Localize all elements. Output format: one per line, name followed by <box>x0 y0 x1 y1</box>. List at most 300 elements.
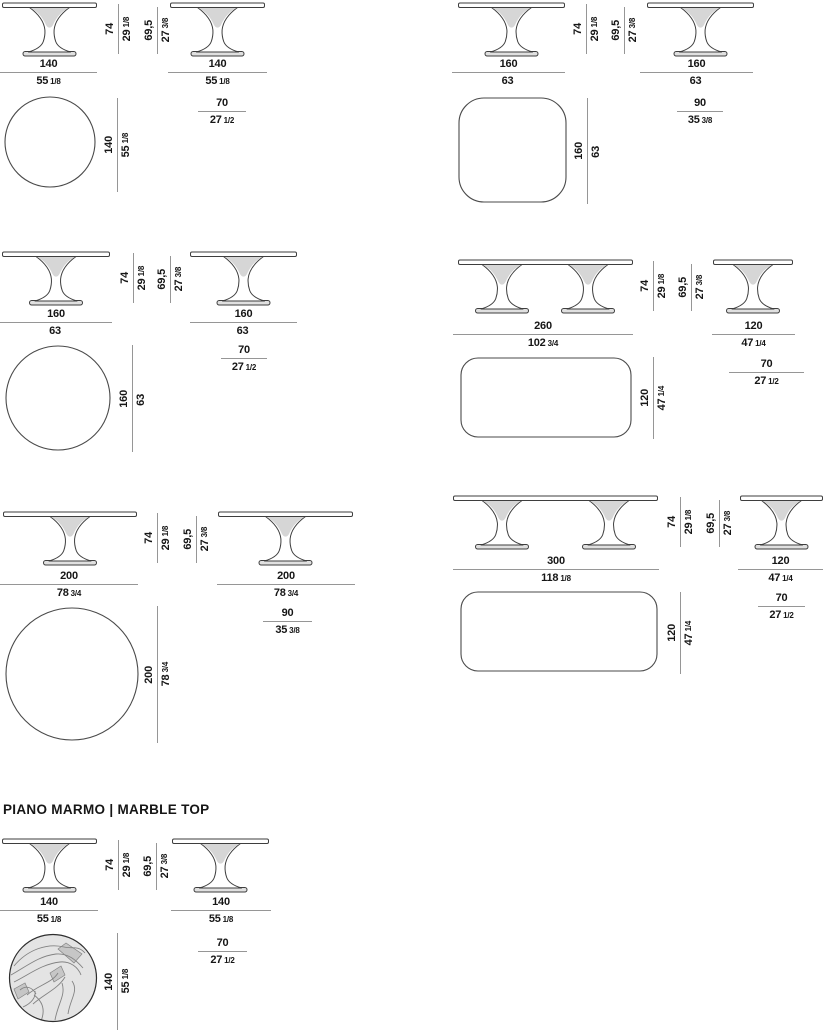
dim-rule <box>0 322 112 323</box>
dim-in-whole: 27 <box>199 539 211 552</box>
dim-in <box>589 17 601 41</box>
dim-in <box>232 361 256 373</box>
pedestal <box>191 8 244 57</box>
table-top-square <box>459 98 566 202</box>
dim-in-frac: 1/8 <box>222 915 234 924</box>
table-top <box>3 252 110 257</box>
table-top <box>648 3 754 8</box>
dim-in-frac: 1/4 <box>755 339 766 348</box>
dim-in-frac: 3/8 <box>174 267 183 278</box>
dim-in-frac: 3/4 <box>161 662 170 673</box>
dim-cm-value: 69,5 <box>142 856 154 877</box>
side-view-table <box>3 511 137 567</box>
side-view-table <box>170 2 265 58</box>
dim-line <box>624 7 625 54</box>
dim-in-whole: 63 <box>590 146 602 158</box>
dim-cm: 120 <box>771 555 790 567</box>
dim-cm-value: 74 <box>104 23 116 35</box>
dim-rule <box>198 951 247 952</box>
pedestal <box>674 8 727 57</box>
dim-rule <box>677 111 723 112</box>
dim-in-whole: 27 <box>694 287 706 300</box>
width-dim <box>171 896 271 926</box>
base-dim <box>263 607 312 637</box>
dim-cm <box>142 856 154 877</box>
dim-in-whole: 47 <box>741 337 754 349</box>
side-view-table <box>647 2 754 58</box>
dim-line <box>118 4 119 54</box>
dim-in <box>210 114 234 126</box>
pedestal <box>23 844 76 893</box>
dim-cm: 70 <box>238 344 250 356</box>
dim-cm <box>103 136 115 154</box>
pedestal <box>30 257 83 306</box>
side-view-table <box>218 511 353 567</box>
dim-cm-value: 160 <box>118 389 130 408</box>
dim-in <box>754 375 778 387</box>
dim-in-whole: 27 <box>173 279 185 292</box>
dim-cm-value: 140 <box>103 972 115 991</box>
dim-cm-value: 74 <box>143 532 155 544</box>
dim-rule <box>738 569 823 570</box>
top-view-marble-circle <box>8 933 98 1023</box>
dim-in-whole: 63 <box>135 393 147 406</box>
side-view-double-pedestal-table <box>453 495 658 551</box>
dim-cm-value: 120 <box>639 389 651 407</box>
top-view-circle <box>4 96 96 188</box>
dim-cm-value: 74 <box>572 23 584 35</box>
dim-in-whole: 102 <box>527 337 546 349</box>
dim-in-whole: 55 <box>208 913 221 925</box>
table-top-circle <box>6 608 138 740</box>
dim-cm <box>104 23 116 35</box>
dim-rule <box>640 72 753 73</box>
dim-cm: 70 <box>760 358 773 370</box>
height-dim-underside <box>142 843 171 890</box>
dim-cm: 160 <box>687 58 706 70</box>
dim-in-whole: 55 <box>36 913 49 925</box>
table-top <box>171 3 265 8</box>
dim-in-frac: 1/8 <box>50 77 61 86</box>
dim-cm-value: 200 <box>143 665 155 684</box>
dim-in-frac: 1/2 <box>783 611 794 620</box>
width-dim <box>0 570 138 600</box>
dim-line <box>680 497 681 547</box>
dim-cm-value: 69,5 <box>610 20 622 41</box>
table-top-rect <box>461 358 631 437</box>
dim-in-frac: 1/2 <box>224 956 235 965</box>
dim-in <box>694 275 706 299</box>
depth-dim <box>666 592 695 674</box>
dim-in <box>741 337 765 349</box>
dim-in-frac: 1/2 <box>245 363 257 372</box>
base-dim <box>198 937 247 967</box>
dim-in <box>136 266 148 290</box>
dim-rule <box>0 72 97 73</box>
side-view-table <box>190 251 297 307</box>
dim-cm-value: 69,5 <box>705 513 717 534</box>
pedestal <box>194 844 247 893</box>
dim-cm <box>666 516 678 528</box>
dim-in <box>160 662 172 686</box>
dim-in-whole: 47 <box>768 572 781 584</box>
dim-in-whole: 27 <box>160 30 172 43</box>
width-dim <box>738 555 823 585</box>
dim-in-whole: 27 <box>159 866 171 879</box>
dim-in-frac: 3/8 <box>160 854 169 865</box>
table-top <box>459 3 565 8</box>
marble-top-heading: PIANO MARMO | MARBLE TOP <box>3 802 210 817</box>
table-top <box>3 839 97 844</box>
dim-in <box>159 854 171 878</box>
dim-cm: 300 <box>547 555 565 567</box>
dim-cm-value: 69,5 <box>182 529 194 550</box>
dim-line <box>196 516 197 563</box>
pedestal <box>727 265 780 314</box>
dim-line <box>653 261 654 311</box>
height-dim-underside <box>705 500 734 547</box>
dim-cm: 70 <box>216 937 229 949</box>
dim-cm <box>610 20 622 41</box>
dim-in <box>36 75 60 87</box>
dim-in <box>656 386 668 410</box>
dim-in-whole: 29 <box>121 865 133 878</box>
dim-in <box>541 572 571 584</box>
table-top <box>173 839 269 844</box>
height-dim-total <box>119 253 148 303</box>
dim-in-frac: 1/4 <box>657 385 666 397</box>
width-dim <box>217 570 355 600</box>
dim-rule <box>198 111 246 112</box>
table-top-circle <box>5 97 95 187</box>
dim-cm: 70 <box>775 592 788 604</box>
dim-rule <box>263 621 312 622</box>
height-dim-underside <box>677 264 706 311</box>
dim-in-whole: 63 <box>501 75 514 87</box>
side-length-dim <box>573 98 602 204</box>
dim-in-whole: 27 <box>769 609 782 621</box>
base-dim <box>198 97 246 127</box>
dim-in <box>121 17 133 41</box>
dim-rule <box>0 910 98 911</box>
dim-rule <box>729 372 804 373</box>
dim-line <box>118 840 119 890</box>
table-top-circle <box>6 346 110 450</box>
pedestal <box>217 257 270 306</box>
dim-in <box>120 133 132 157</box>
dim-in-whole: 29 <box>121 29 133 42</box>
dim-rule <box>0 584 138 585</box>
dim-in-frac: 1/8 <box>121 969 130 980</box>
top-view-rectangle <box>460 591 658 672</box>
height-dim-total <box>572 4 601 54</box>
dim-in-whole: 27 <box>231 361 244 373</box>
height-dim-total <box>666 497 695 547</box>
dim-in-frac: 1/2 <box>223 116 235 125</box>
dim-cm <box>573 142 585 160</box>
width-dim <box>452 58 565 88</box>
dim-cm: 160 <box>234 308 253 320</box>
pedestal <box>44 517 97 566</box>
dim-cm: 90 <box>694 97 706 109</box>
width-dim <box>453 320 633 350</box>
diameter-dim <box>103 933 132 1030</box>
height-dim-underside <box>143 7 172 54</box>
dim-rule <box>758 606 805 607</box>
dim-cm-value: 120 <box>666 624 678 642</box>
dim-cm-value: 140 <box>103 136 115 154</box>
dim-cm <box>156 269 168 290</box>
pedestal <box>476 501 529 550</box>
dim-line <box>117 98 118 192</box>
diameter-dim <box>118 345 147 452</box>
dim-in-whole: 29 <box>589 29 601 42</box>
dim-cm <box>104 859 116 871</box>
dim-in <box>683 621 695 645</box>
dim-in-whole: 55 <box>120 145 132 158</box>
dim-in <box>173 267 185 291</box>
dim-cm <box>572 23 584 35</box>
dim-in-frac: 3/4 <box>547 339 559 348</box>
dim-cm: 90 <box>281 607 294 619</box>
dim-in-whole: 55 <box>120 981 132 994</box>
diameter-dim <box>143 606 172 743</box>
dim-line <box>691 264 692 311</box>
dim-cm: 200 <box>277 570 295 582</box>
top-view-rectangle <box>460 357 632 438</box>
dim-in <box>722 511 734 535</box>
dim-cm <box>639 280 651 292</box>
dim-in-whole: 29 <box>656 286 668 299</box>
dim-line <box>157 7 158 54</box>
dim-cm <box>103 973 115 991</box>
dim-rule <box>221 358 267 359</box>
height-dim-total <box>104 840 133 890</box>
side-view-table <box>458 2 565 58</box>
dim-cm <box>118 390 130 408</box>
dim-line <box>653 357 654 439</box>
dim-in <box>205 75 229 87</box>
dim-in <box>121 853 133 877</box>
dim-in-whole: 55 <box>205 75 218 87</box>
dim-in-frac: 1/8 <box>122 16 131 28</box>
dim-cm-value: 74 <box>119 272 131 284</box>
dim-line <box>586 4 587 54</box>
diameter-dim <box>103 98 132 192</box>
dim-line <box>133 253 134 303</box>
dim-cm-value: 74 <box>666 516 678 528</box>
dim-in-whole: 47 <box>656 398 668 411</box>
dim-in-frac: 3/4 <box>287 589 299 598</box>
pedestal <box>259 517 312 566</box>
dim-in-whole: 27 <box>722 523 734 536</box>
dim-line <box>157 606 158 743</box>
dim-in-whole: 27 <box>754 375 767 387</box>
height-dim-total <box>639 261 668 311</box>
dim-cm <box>666 624 678 642</box>
table-top <box>714 260 793 265</box>
side-view-table <box>2 838 97 894</box>
dim-cm <box>677 277 689 298</box>
dim-in-frac: 3/8 <box>289 626 300 635</box>
dim-rule <box>453 334 633 335</box>
base-dim <box>677 97 723 127</box>
table-top <box>3 3 97 8</box>
top-view-circle <box>5 345 111 451</box>
dim-in <box>627 18 639 42</box>
dim-in-whole: 29 <box>160 538 172 551</box>
table-top <box>741 496 823 501</box>
height-dim-underside <box>182 516 211 563</box>
table-top <box>191 252 297 257</box>
top-view-square <box>458 97 567 203</box>
dim-in-whole: 78 <box>56 587 69 599</box>
dim-in-frac: 3/8 <box>695 275 704 286</box>
dim-rule <box>171 910 271 911</box>
dim-cm <box>143 532 155 544</box>
pedestal <box>562 265 615 314</box>
height-dim-underside <box>610 7 639 54</box>
dim-in-frac: 3/8 <box>628 18 637 29</box>
dim-line <box>132 345 133 452</box>
side-view-side-table <box>713 259 793 315</box>
dim-in-whole: 63 <box>689 75 702 87</box>
dim-in <box>160 526 172 550</box>
dim-in <box>274 587 298 599</box>
pedestal <box>755 501 808 550</box>
dim-cm-value: 69,5 <box>156 269 168 290</box>
dim-in <box>502 75 516 87</box>
dim-line <box>117 933 118 1030</box>
dim-cm: 260 <box>534 320 552 332</box>
pedestal <box>23 8 76 57</box>
table-top-rect <box>461 592 657 671</box>
dim-in <box>237 325 251 337</box>
dim-line <box>680 592 681 674</box>
dim-in-frac: 3/8 <box>701 116 713 125</box>
dim-cm-value: 69,5 <box>677 277 689 298</box>
side-view-table <box>172 838 269 894</box>
dim-cm: 140 <box>40 896 58 908</box>
top-view-circle <box>5 607 139 741</box>
dim-in-whole: 78 <box>273 587 286 599</box>
dim-line <box>719 500 720 547</box>
dim-cm: 160 <box>499 58 518 70</box>
dim-in <box>209 913 233 925</box>
dim-rule <box>217 584 355 585</box>
dim-in-whole: 55 <box>36 75 49 87</box>
dim-cm <box>182 529 194 550</box>
dim-in <box>49 325 63 337</box>
dim-cm <box>143 20 155 41</box>
height-dim-total <box>104 4 133 54</box>
dim-line <box>156 843 157 890</box>
dim-in <box>199 527 211 551</box>
dim-in <box>769 609 793 621</box>
width-dim <box>453 555 659 585</box>
dim-in-frac: 1/4 <box>684 620 693 632</box>
dim-cm <box>705 513 717 534</box>
dim-line <box>170 256 171 303</box>
dim-in-frac: 3/8 <box>200 527 209 538</box>
dim-in <box>210 954 234 966</box>
dim-in <box>528 337 558 349</box>
dim-in-whole: 27 <box>627 30 639 43</box>
pedestal <box>476 265 529 314</box>
depth-dim <box>639 357 668 439</box>
dim-in-frac: 1/8 <box>161 525 170 537</box>
height-dim-underside <box>156 256 185 303</box>
width-dim <box>0 896 98 926</box>
dim-in <box>275 624 299 636</box>
dim-in-whole: 118 <box>541 572 559 584</box>
dim-cm: 70 <box>216 97 228 109</box>
dim-in-frac: 1/8 <box>684 509 693 521</box>
dim-in-frac: 1/2 <box>768 377 779 386</box>
dim-in-frac: 1/8 <box>560 574 571 583</box>
base-dim <box>221 344 267 374</box>
dim-cm: 140 <box>39 58 58 70</box>
dim-in-frac: 1/8 <box>590 16 599 28</box>
dim-cm: 200 <box>60 570 78 582</box>
dim-in-frac: 3/8 <box>161 18 170 29</box>
dim-in <box>57 587 81 599</box>
dim-in-whole: 29 <box>136 278 148 291</box>
dim-rule <box>712 334 795 335</box>
dim-in-whole: 63 <box>49 325 61 337</box>
dim-in-frac: 1/8 <box>219 77 230 86</box>
table-top <box>454 496 658 501</box>
dim-in-frac: 1/8 <box>137 265 146 277</box>
dim-in-whole: 29 <box>683 522 695 535</box>
width-dim <box>190 308 297 338</box>
dim-rule <box>452 72 565 73</box>
dim-in <box>37 913 61 925</box>
side-view-side-table <box>740 495 823 551</box>
width-dim <box>640 58 753 88</box>
dim-rule <box>190 322 297 323</box>
base-dim <box>729 358 804 388</box>
dim-cm-value: 74 <box>639 280 651 292</box>
dim-cm-value: 74 <box>104 859 116 871</box>
dim-rule <box>453 569 659 570</box>
dim-in-whole: 78 <box>160 674 172 687</box>
dim-cm <box>119 272 131 284</box>
dim-in-whole: 47 <box>683 633 695 646</box>
dim-in-whole: 63 <box>236 325 249 337</box>
dim-line <box>157 513 158 563</box>
dim-rule <box>168 72 267 73</box>
dim-in <box>656 274 668 298</box>
dim-cm: 140 <box>212 896 230 908</box>
dim-in-frac: 1/8 <box>122 852 131 864</box>
dim-in-frac: 3/4 <box>70 589 82 598</box>
base-dim <box>758 592 805 622</box>
table-top <box>219 512 353 517</box>
dim-cm: 160 <box>47 308 65 320</box>
dim-in-whole: 27 <box>209 114 222 126</box>
height-dim-total <box>143 513 172 563</box>
pedestal <box>485 8 538 57</box>
table-top <box>459 260 633 265</box>
dim-in-frac: 1/4 <box>782 574 793 583</box>
dim-cm-value: 69,5 <box>143 20 155 41</box>
width-dim <box>168 58 267 88</box>
dim-cm-value: 160 <box>573 142 585 160</box>
dim-in-whole: 27 <box>210 954 223 966</box>
dim-cm: 140 <box>208 58 227 70</box>
dim-in-frac: 1/8 <box>121 132 130 144</box>
